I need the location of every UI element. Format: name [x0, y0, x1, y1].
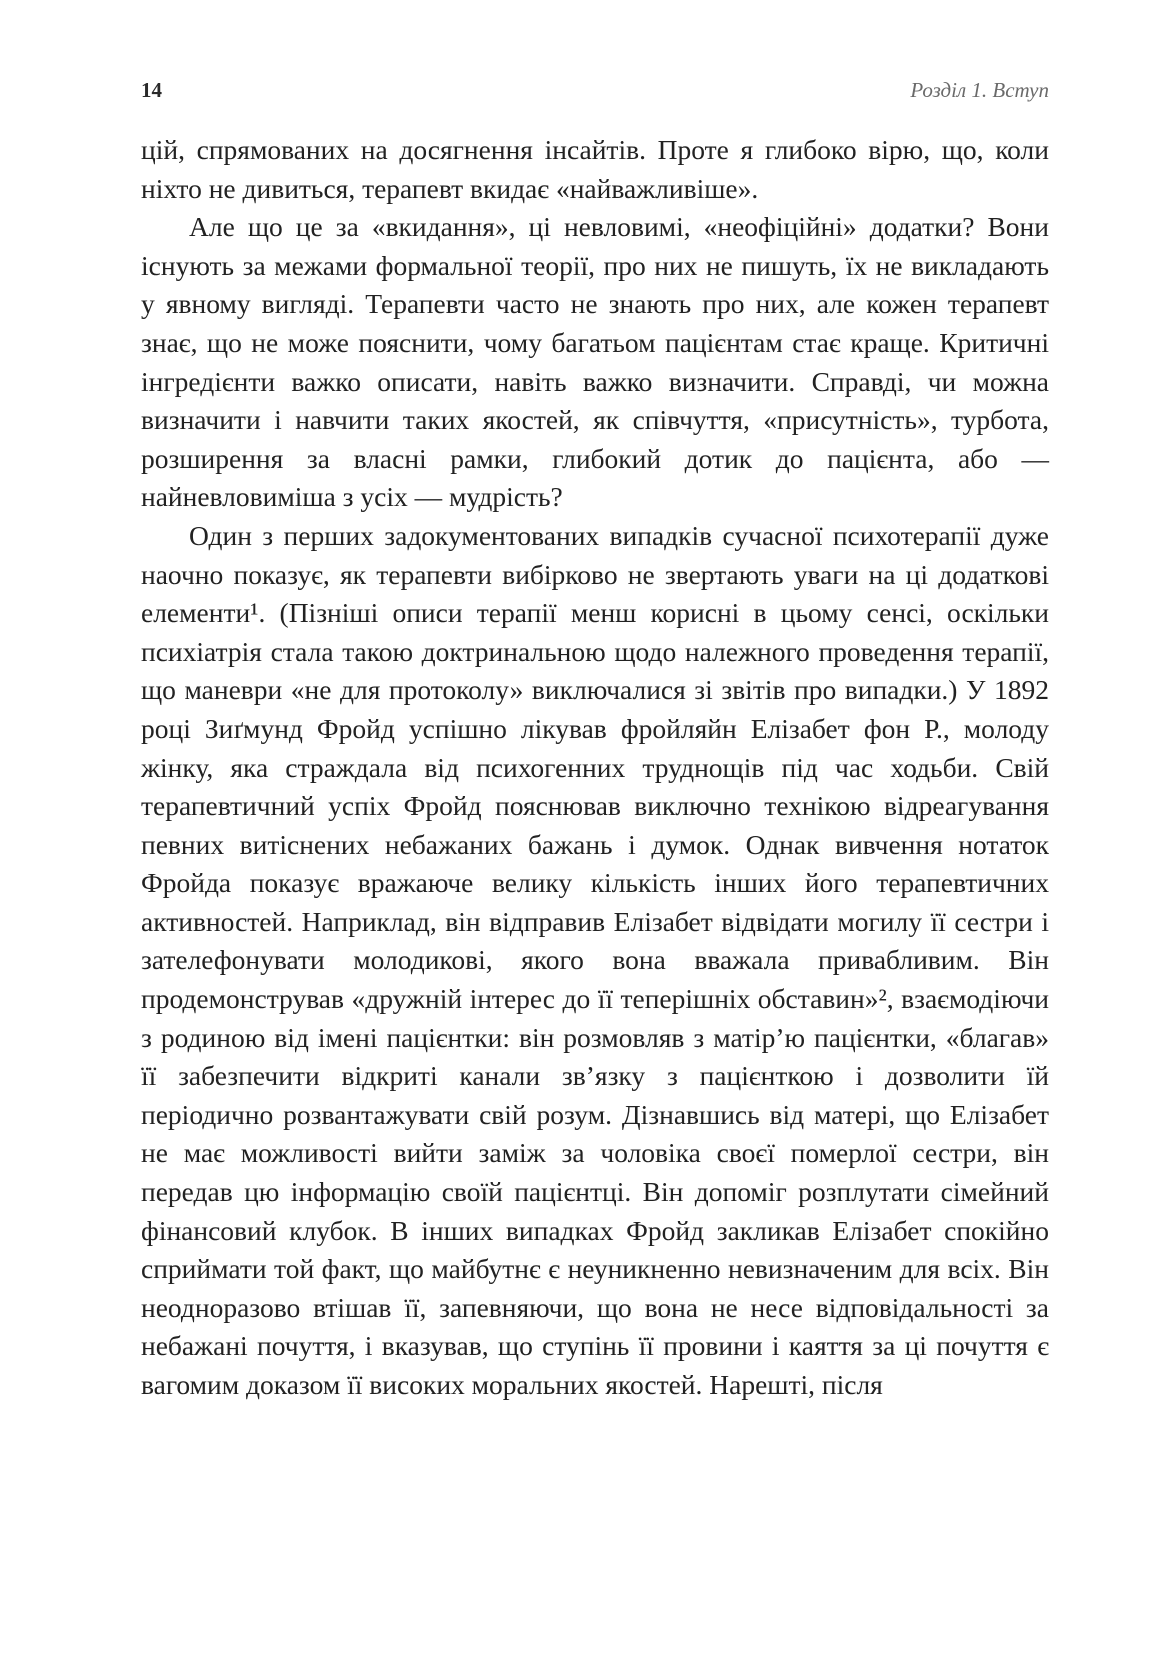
paragraph-freud-case: Один з перших задокументованих випадків сучасної психотерапії дуже наочно показує, як терапевти вибірково не звертають уваги на ці додаткові елементи¹. (Пізніші описи терапії менш корисні в цьому сенсі, оскільки психіатрія стала такою доктринальною щодо належного проведення терапії, що маневри «не для протоколу» виключалися зі звітів про випадки.) У 1892 році Зиґмунд Фройд успішно лікував фройляйн Елізабет фон Р., молоду жінку, яка страждала від психогенних труднощів під час ходьби. Свій терапевтичний успіх Фройд пояснював виключно технікою відреагування певних витіснених небажаних бажань і думок. Однак вивчення нотаток Фройда показує вражаюче велику кількість інших його терапевтичних активностей. Наприклад, він відправив Елізабет відвідати могилу її сестри і зателефонувати молодикові, якого вона вважала привабливим. Він продемонстрував «дружній інтерес до її теперішніх обставин»², взаємодіючи з родиною від імені пацієнтки: він розмовляв з матір’ю пацієнтки, «благав» її забезпечити відкриті канали зв’язку з пацієнткою і дозволити їй періодично розвантажувати свій розум. Дізнавшись від матері, що Елізабет не має можливості вийти заміж за чоловіка своєї померлої сестри, він передав цю інформацію своїй пацієнтці. Він допоміг розплутати сімейний фінансовий клубок. В інших випадках Фройд закликав Елізабет спокійно сприймати той факт, що майбутнє є неуникненно невизначеним для всіх. Він неодноразово втішав її, запевняючи, що вона не несе відповідальності за небажані почуття, і вказував, що ступінь її провини і каяття за ці почуття є вагомим доказом її високих моральних якостей. Нарешті, після	[141, 519, 1049, 1400]
chapter-title: Розділ 1. Вступ	[910, 78, 1049, 102]
running-header	[141, 78, 1049, 108]
page-number: 14	[141, 78, 162, 102]
paragraph-additives: Але що це за «вкидання», ці невловимі, «неофіційні» додатки? Вони існують за межами формальної теорії, про них не пишуть, їх не викладають у явному вигляді. Терапевти часто не знають про них, але кожен терапевт знає, що не може пояснити, чому багатьом пацієнтам стає краще. Критичні інгредієнти важко описати, навіть важко визначити. Справді, чи можна визначити і навчити таких якостей, як співчуття, «присутність», турбота, розширення за власні рамки, глибокий дотик до пацієнта, або — найневловиміша з усіх — мудрість?	[141, 211, 1049, 513]
body-text	[141, 131, 1049, 1405]
paragraph-continuation: цій, спрямованих на досягнення інсайтів. Проте я глибоко вірю, що, коли ніхто не дивиться, терапевт вкидає «найважливіше».	[141, 134, 1049, 204]
